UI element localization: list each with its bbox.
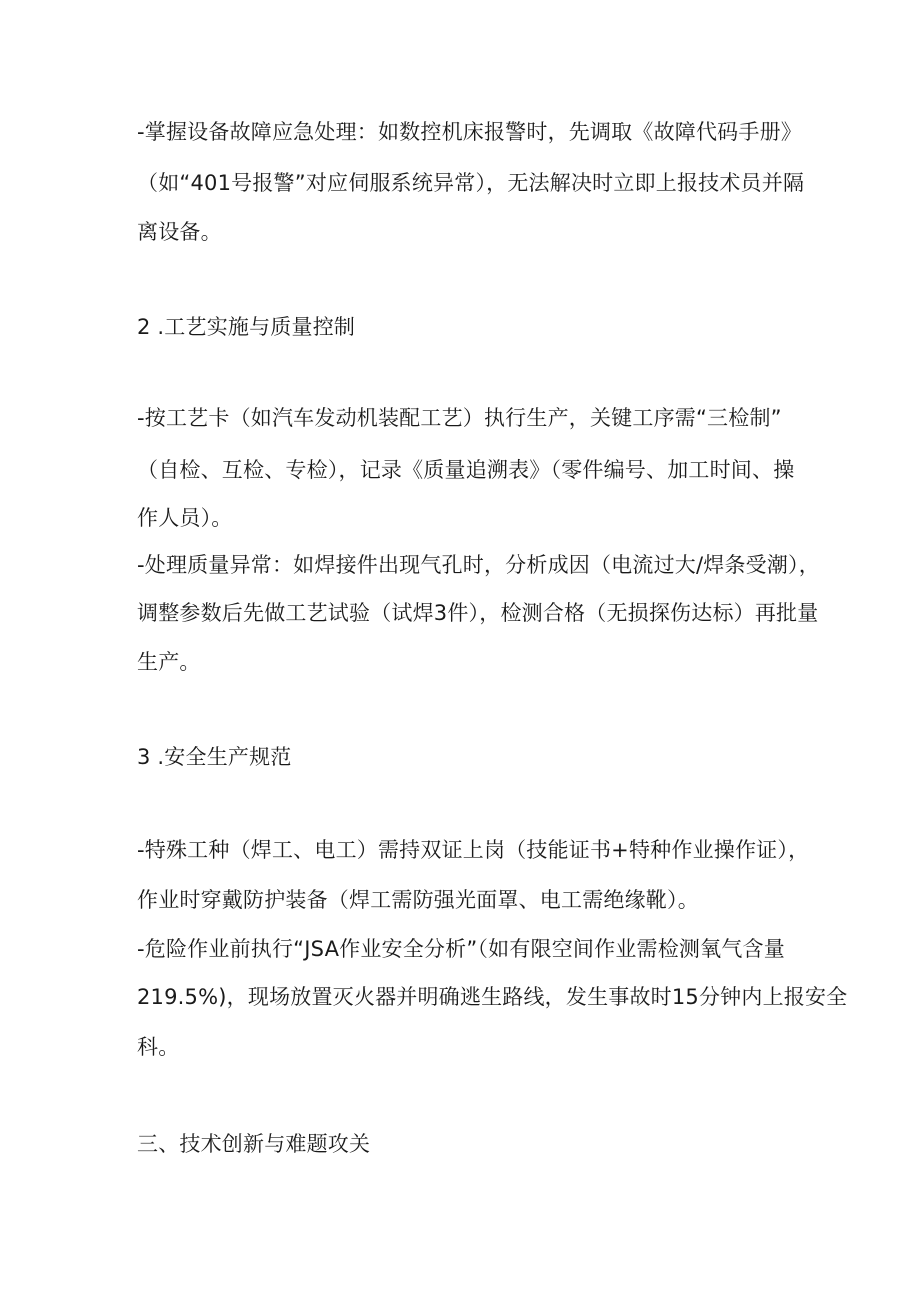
process-line-2: （自检、互检、专检），记录《质量追溯表》（零件编号、加工时间、操 (137, 458, 795, 482)
hazard-line-1: -危险作业前执行“JSA作业安全分析”（如有限空间作业需检测氧气含量 (137, 937, 785, 961)
hazard-line-2: 219.5%)，现场放置灭火器并明确逃生路线，发生事故时15分钟内上报安全 (137, 985, 848, 1009)
hazard-line-3: 科。 (137, 1035, 180, 1059)
section-2-heading: 2 .工艺实施与质量控制 (137, 315, 356, 339)
special-work-line-1: -特殊工种（焊工、电工）需持双证上岗（技能证书+特种作业操作证）， (137, 838, 810, 862)
special-work-line-2: 作业时穿戴防护装备（焊工需防强光面罩、电工需绝缘靴）。 (137, 888, 699, 912)
quality-line-3: 生产。 (137, 650, 201, 674)
fault-handling-line-3: 离设备。 (137, 220, 222, 244)
section-3-heading: 3 .安全生产规范 (137, 745, 292, 769)
process-line-1: -按工艺卡（如汽车发动机装配工艺）执行生产，关键工序需“三检制” (137, 406, 782, 430)
process-line-3: 作人员）。 (137, 506, 233, 530)
fault-handling-line-1: -掌握设备故障应急处理：如数控机床报警时，先调取《故障代码手册》 (137, 120, 802, 144)
quality-line-1: -处理质量异常：如焊接件出现气孔时，分析成因（电流过大/焊条受潮）， (137, 553, 820, 577)
chapter-three-heading: 三、技术创新与难题攻关 (137, 1132, 371, 1156)
fault-handling-line-2: （如“401号报警”对应伺服系统异常），无法解决时立即上报技术员并隔 (137, 171, 805, 195)
quality-line-2: 调整参数后先做工艺试验（试焊3件），检测合格（无损探伤达标）再批量 (137, 601, 819, 625)
